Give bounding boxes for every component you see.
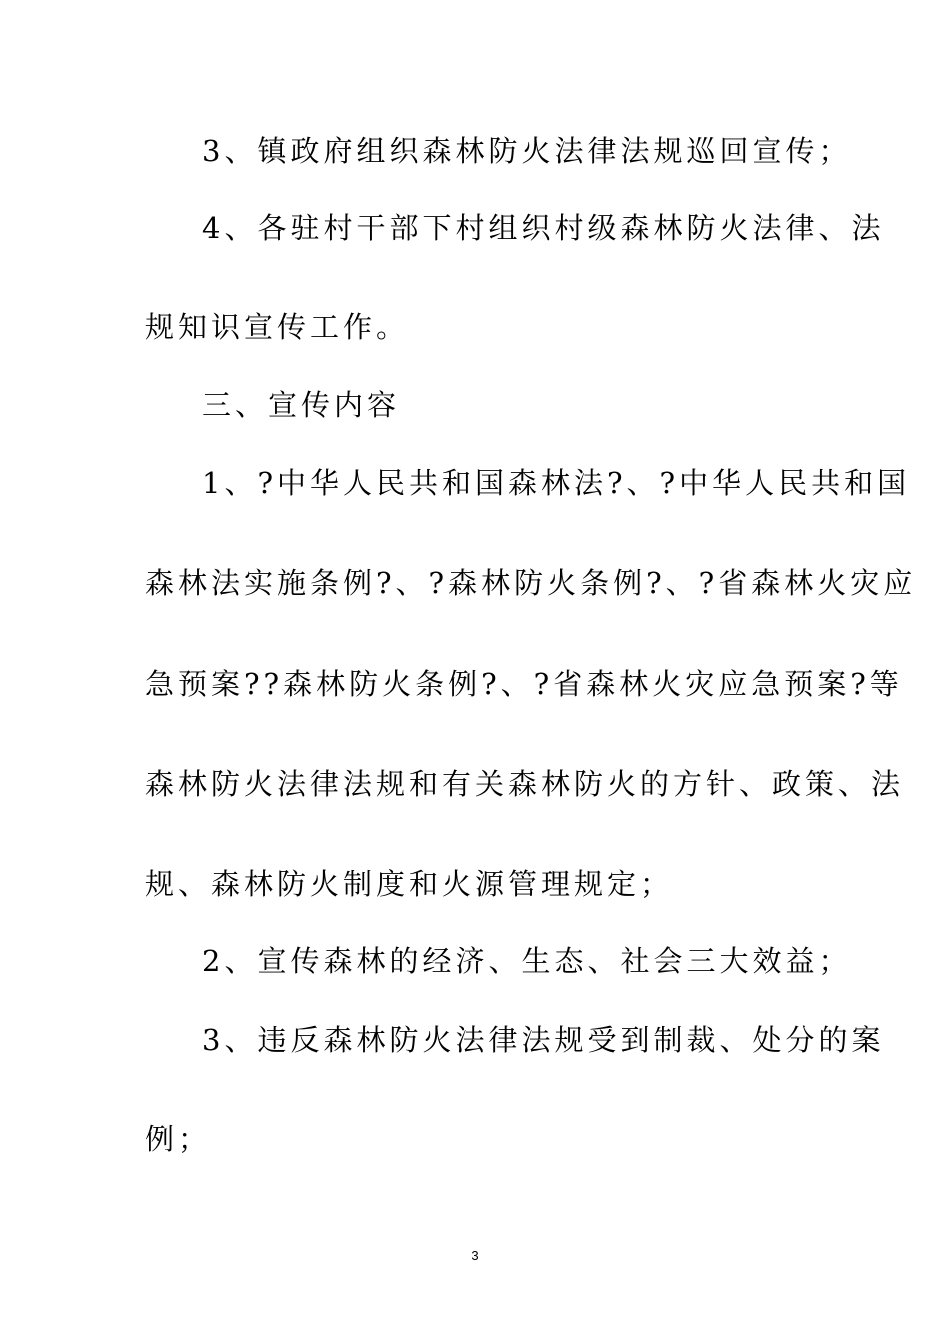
text-line: 森林防火法律法规和有关森林防火的方针、政策、法 [145, 767, 905, 801]
page-number: 3 [471, 1248, 479, 1263]
text-line: 4、各驻村干部下村组织村级森林防火法律、法 [202, 211, 885, 245]
text-line: 急预案??森林防火条例?、?省森林火灾应急预案?等 [145, 667, 903, 701]
section-heading: 三、宣传内容 [202, 388, 401, 422]
text-line: 规、森林防火制度和火源管理规定； [145, 867, 674, 901]
text-line: 例； [145, 1122, 212, 1156]
text-line: 森林法实施条例?、?森林防火条例?、?省森林火灾应 [145, 566, 917, 600]
text-line: 2、宣传森林的经济、生态、社会三大效益； [202, 944, 852, 978]
text-line: 规知识宣传工作。 [145, 310, 410, 344]
text-line: 1、?中华人民共和国森林法?、?中华人民共和国 [202, 466, 911, 500]
text-line: 3、违反森林防火法律法规受到制裁、处分的案 [202, 1023, 885, 1057]
text-line: 3、镇政府组织森林防火法律法规巡回宣传； [202, 134, 852, 168]
